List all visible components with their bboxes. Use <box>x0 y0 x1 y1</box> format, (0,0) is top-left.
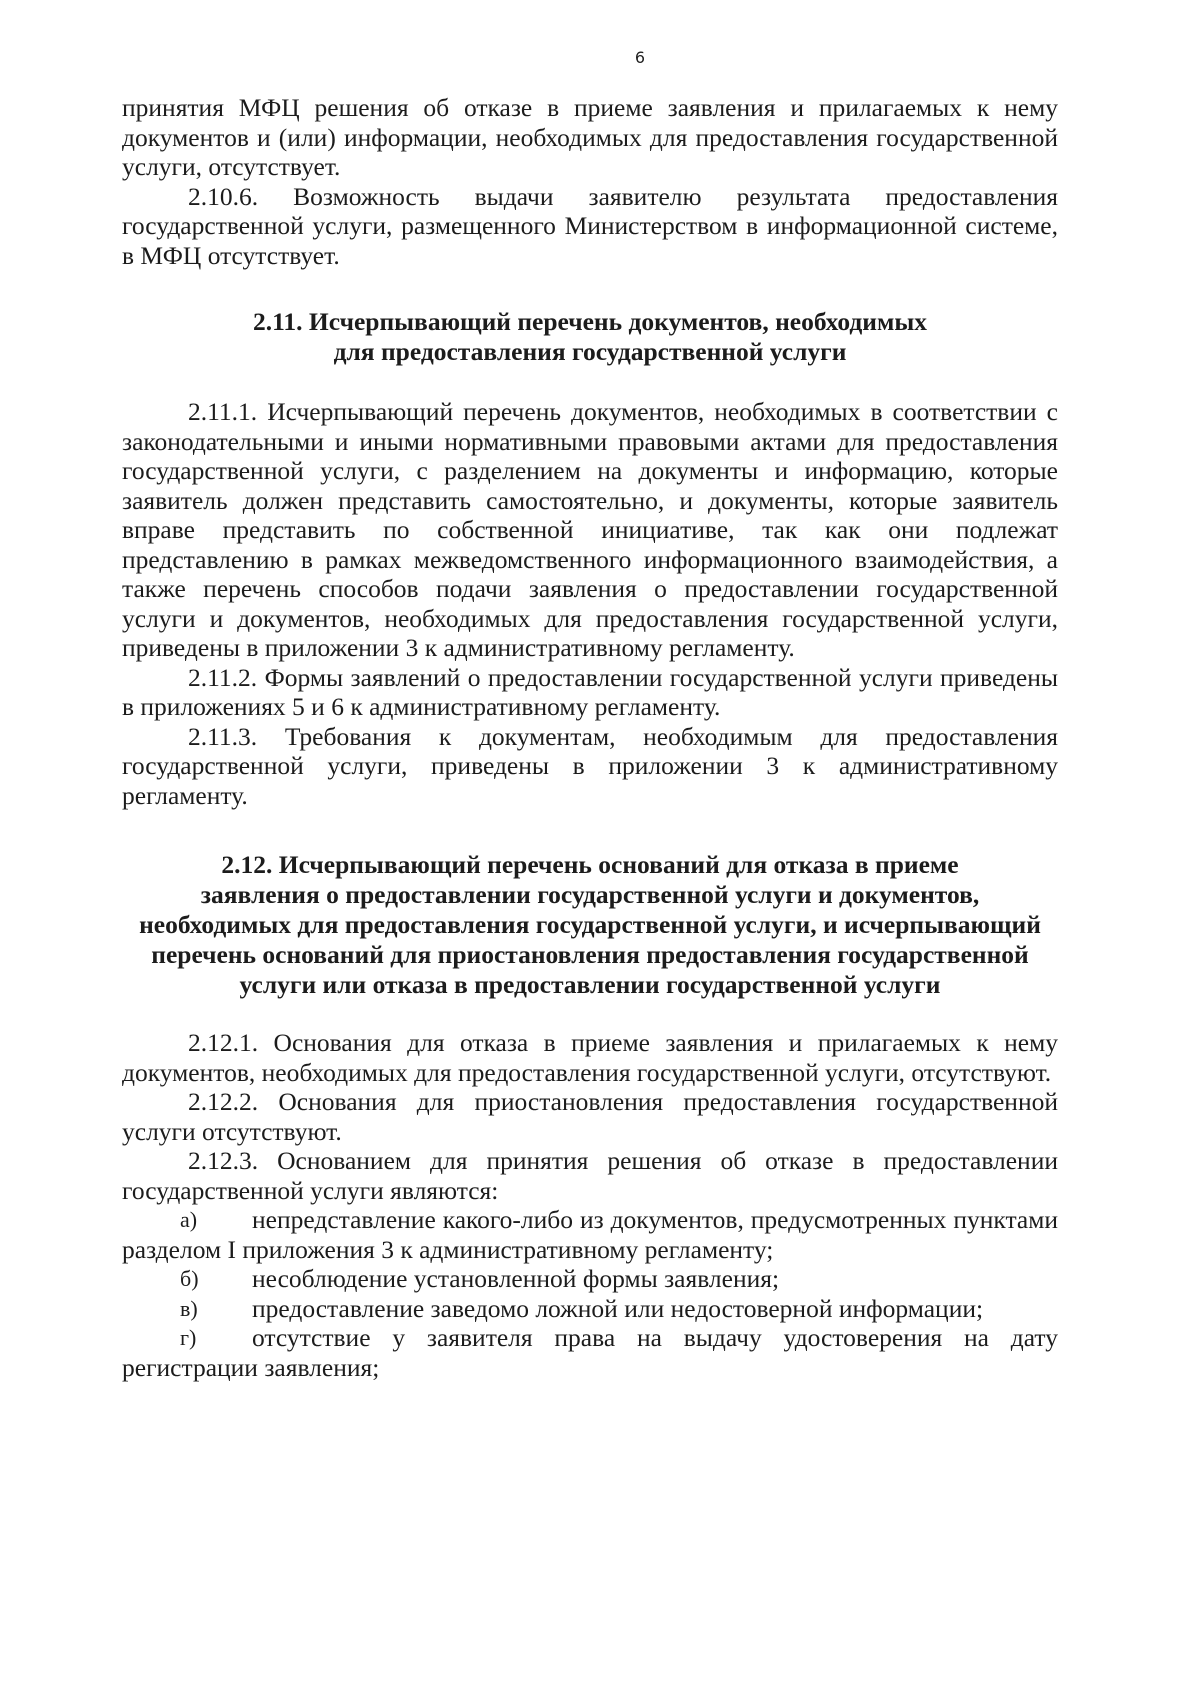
heading-line: 2.11. Исчерпывающий перечень документов, необходимых <box>252 307 928 336</box>
paragraph-2-10-6: 2.10.6. Возможность выдачи заявителю результата предоставления государственной услуги, размещенного Министерством в информационной системе, в МФЦ отсутствует. <box>122 181 1058 270</box>
list-marker: а) <box>180 1207 198 1232</box>
list-marker: г) <box>180 1325 197 1350</box>
paragraph-2-12-1: 2.12.1. Основания для отказа в приеме заявления и прилагаемых к нему документов, необходимых для предоставления государственной услуги, отсутствуют. <box>122 1028 1058 1087</box>
list-item-b <box>122 1264 1058 1294</box>
paragraph-2-11-3: 2.11.3. Требования к документам, необходимым для предоставления государственной услуги, приведены в приложении 3 к административному регламенту. <box>122 721 1058 810</box>
heading-line: перечень оснований для приостановления предоставления государственной <box>151 940 1029 969</box>
list-marker: б) <box>180 1266 199 1291</box>
list-item-g <box>122 1323 1058 1382</box>
heading-line: 2.12. Исчерпывающий перечень оснований для отказа в приеме <box>221 850 959 879</box>
heading-line: заявления о предоставлении государственной услуги и документов, <box>200 880 980 909</box>
list-item-text: предоставление заведомо ложной или недостоверной информации; <box>252 1293 984 1323</box>
heading-line: необходимых для предоставления государственной услуги, и исчерпывающий <box>139 910 1041 939</box>
list-item-a <box>122 1205 1058 1264</box>
list-item-text: отсутствие у заявителя права на выдачу удостоверения на дату регистрации заявления; <box>122 1323 1058 1382</box>
paragraph-2-12-3: 2.12.3. Основанием для принятия решения об отказе в предоставлении государственной услуги являются: <box>122 1146 1058 1205</box>
list-item-v <box>122 1294 1058 1324</box>
paragraph-continuation: принятия МФЦ решения об отказе в приеме заявления и прилагаемых к нему документов и (или) информации, необходимых для предоставления государственной услуги, отсутствует. <box>122 93 1058 181</box>
paragraph-2-11-2: 2.11.2. Формы заявлений о предоставлении государственной услуги приведены в приложениях 5 и 6 к административному регламенту. <box>122 662 1058 721</box>
page-number: 6 <box>634 48 646 67</box>
section-heading-2-11 <box>122 307 1058 367</box>
list-item-text: несоблюдение установленной формы заявления; <box>252 1264 780 1293</box>
paragraph-2-12-2: 2.12.2. Основания для приостановления предоставления государственной услуги отсутствуют. <box>122 1087 1058 1146</box>
list-item-text: непредставление какого-либо из документов, предусмотренных пунктами разделом I приложения 3 к административному регламенту; <box>122 1205 1058 1264</box>
heading-line: для предоставления государственной услуги <box>333 337 847 366</box>
heading-line: услуги или отказа в предоставлении государственной услуги <box>239 970 941 999</box>
section-heading-2-12 <box>122 850 1058 1000</box>
list-marker: в) <box>180 1295 198 1321</box>
document-body <box>122 93 1058 1382</box>
paragraph-2-11-1: 2.11.1. Исчерпывающий перечень документов, необходимых в соответствии с законодательными и иными нормативными правовыми актами для предоставления государственной услуги, с разделением на документы и информацию, которые заявитель должен представить самостоятельно, и документы, которые заявитель вправе представить по собственной инициативе, так как они подлежат представлению в рамках межведомственного информационного взаимодействия, а также перечень способов подачи заявления о предоставлении государственной услуги и документов, необходимых для предоставления государственной услуги, приведены в приложении 3 к административному регламенту. <box>122 397 1058 662</box>
